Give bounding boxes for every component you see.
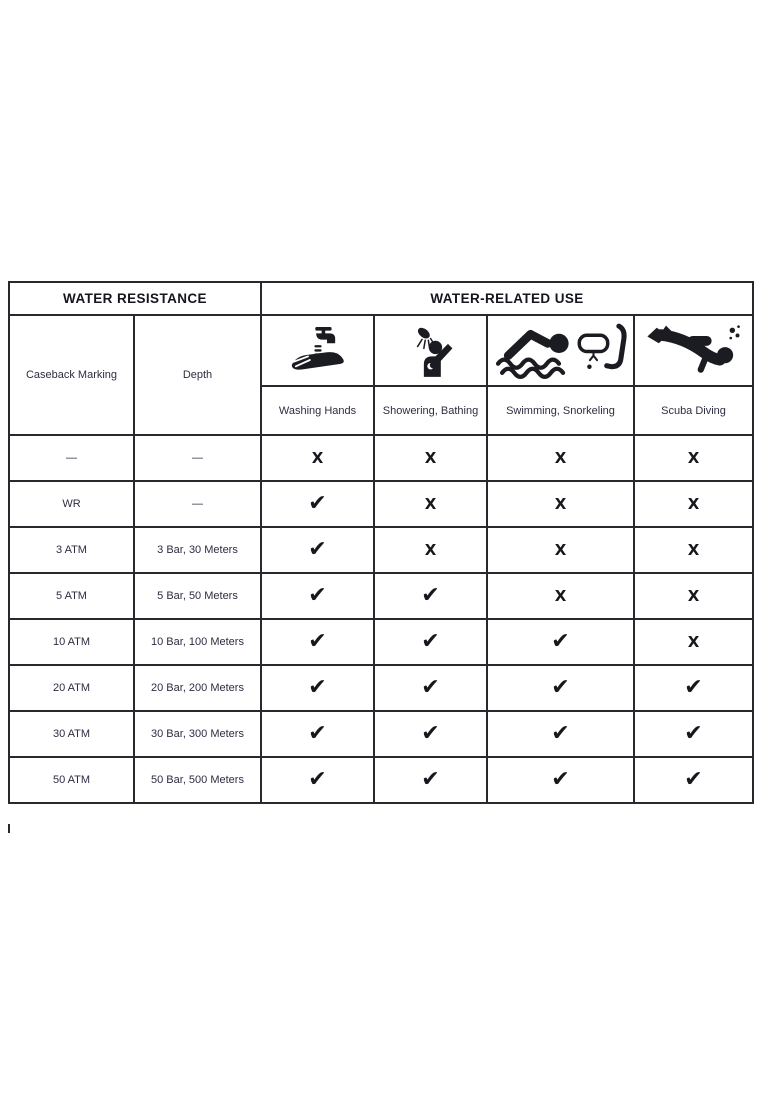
water-related-use-header: WATER-RELATED USE <box>261 282 753 315</box>
use-label-swimming-snorkeling: Swimming, Snorkeling <box>487 386 634 435</box>
caseback-marking-header: Caseback Marking <box>9 315 134 435</box>
swimming-snorkeling-icon <box>487 315 634 386</box>
table-row <box>9 527 753 573</box>
table-row <box>9 619 753 665</box>
table-row <box>9 481 753 527</box>
depth-cell: 20 Bar, 200 Meters <box>134 665 261 711</box>
use-mark-cell: ✔ <box>634 711 753 757</box>
table-row <box>9 757 753 803</box>
use-mark-cell: X <box>634 527 753 573</box>
use-mark-cell: X <box>374 435 487 481</box>
use-label-scuba-diving: Scuba Diving <box>634 386 753 435</box>
use-mark-cell: ✔ <box>634 665 753 711</box>
use-mark-cell: X <box>261 435 374 481</box>
use-mark-cell: X <box>634 619 753 665</box>
depth-cell: — <box>134 435 261 481</box>
scuba-diving-icon <box>634 315 753 386</box>
table-row <box>9 665 753 711</box>
caseback-marking-cell: 30 ATM <box>9 711 134 757</box>
use-mark-cell: ✔ <box>374 573 487 619</box>
use-mark-cell: X <box>487 527 634 573</box>
use-mark-cell: X <box>487 435 634 481</box>
use-mark-cell: ✔ <box>261 757 374 803</box>
use-mark-cell: ✔ <box>487 711 634 757</box>
use-mark-cell: ✔ <box>374 665 487 711</box>
use-mark-cell: ✔ <box>487 619 634 665</box>
depth-header: Depth <box>134 315 261 435</box>
use-mark-cell: ✔ <box>374 711 487 757</box>
table-row <box>9 573 753 619</box>
caseback-marking-cell: 10 ATM <box>9 619 134 665</box>
use-mark-cell: ✔ <box>261 619 374 665</box>
table-left-border-stub <box>8 824 10 833</box>
depth-cell: 3 Bar, 30 Meters <box>134 527 261 573</box>
use-mark-cell: ✔ <box>634 757 753 803</box>
caseback-marking-cell: 20 ATM <box>9 665 134 711</box>
depth-cell: — <box>134 481 261 527</box>
use-mark-cell: X <box>634 481 753 527</box>
use-mark-cell: ✔ <box>374 757 487 803</box>
table-row <box>9 711 753 757</box>
use-mark-cell: ✔ <box>374 619 487 665</box>
icon-header-row <box>9 315 753 386</box>
depth-cell: 50 Bar, 500 Meters <box>134 757 261 803</box>
water-resistance-header: WATER RESISTANCE <box>9 282 261 315</box>
group-header-row <box>9 282 753 315</box>
use-mark-cell: X <box>487 481 634 527</box>
depth-cell: 10 Bar, 100 Meters <box>134 619 261 665</box>
caseback-marking-cell: WR <box>9 481 134 527</box>
use-mark-cell: ✔ <box>261 711 374 757</box>
table-row <box>9 435 753 481</box>
use-mark-cell: ✔ <box>261 481 374 527</box>
use-mark-cell: ✔ <box>261 573 374 619</box>
use-label-washing-hands: Washing Hands <box>261 386 374 435</box>
use-mark-cell: ✔ <box>487 665 634 711</box>
use-mark-cell: X <box>374 527 487 573</box>
depth-cell: 5 Bar, 50 Meters <box>134 573 261 619</box>
caseback-marking-cell: 50 ATM <box>9 757 134 803</box>
depth-cell: 30 Bar, 300 Meters <box>134 711 261 757</box>
use-mark-cell: X <box>374 481 487 527</box>
caseback-marking-cell: 5 ATM <box>9 573 134 619</box>
use-mark-cell: X <box>487 573 634 619</box>
water-resistance-table <box>8 281 752 804</box>
showering-icon <box>374 315 487 386</box>
use-mark-cell: ✔ <box>261 527 374 573</box>
use-mark-cell: ✔ <box>261 665 374 711</box>
washing-hands-icon <box>261 315 374 386</box>
use-mark-cell: X <box>634 435 753 481</box>
use-label-showering-bathing: Showering, Bathing <box>374 386 487 435</box>
caseback-marking-cell: 3 ATM <box>9 527 134 573</box>
caseback-marking-cell: — <box>9 435 134 481</box>
use-mark-cell: X <box>634 573 753 619</box>
use-mark-cell: ✔ <box>487 757 634 803</box>
